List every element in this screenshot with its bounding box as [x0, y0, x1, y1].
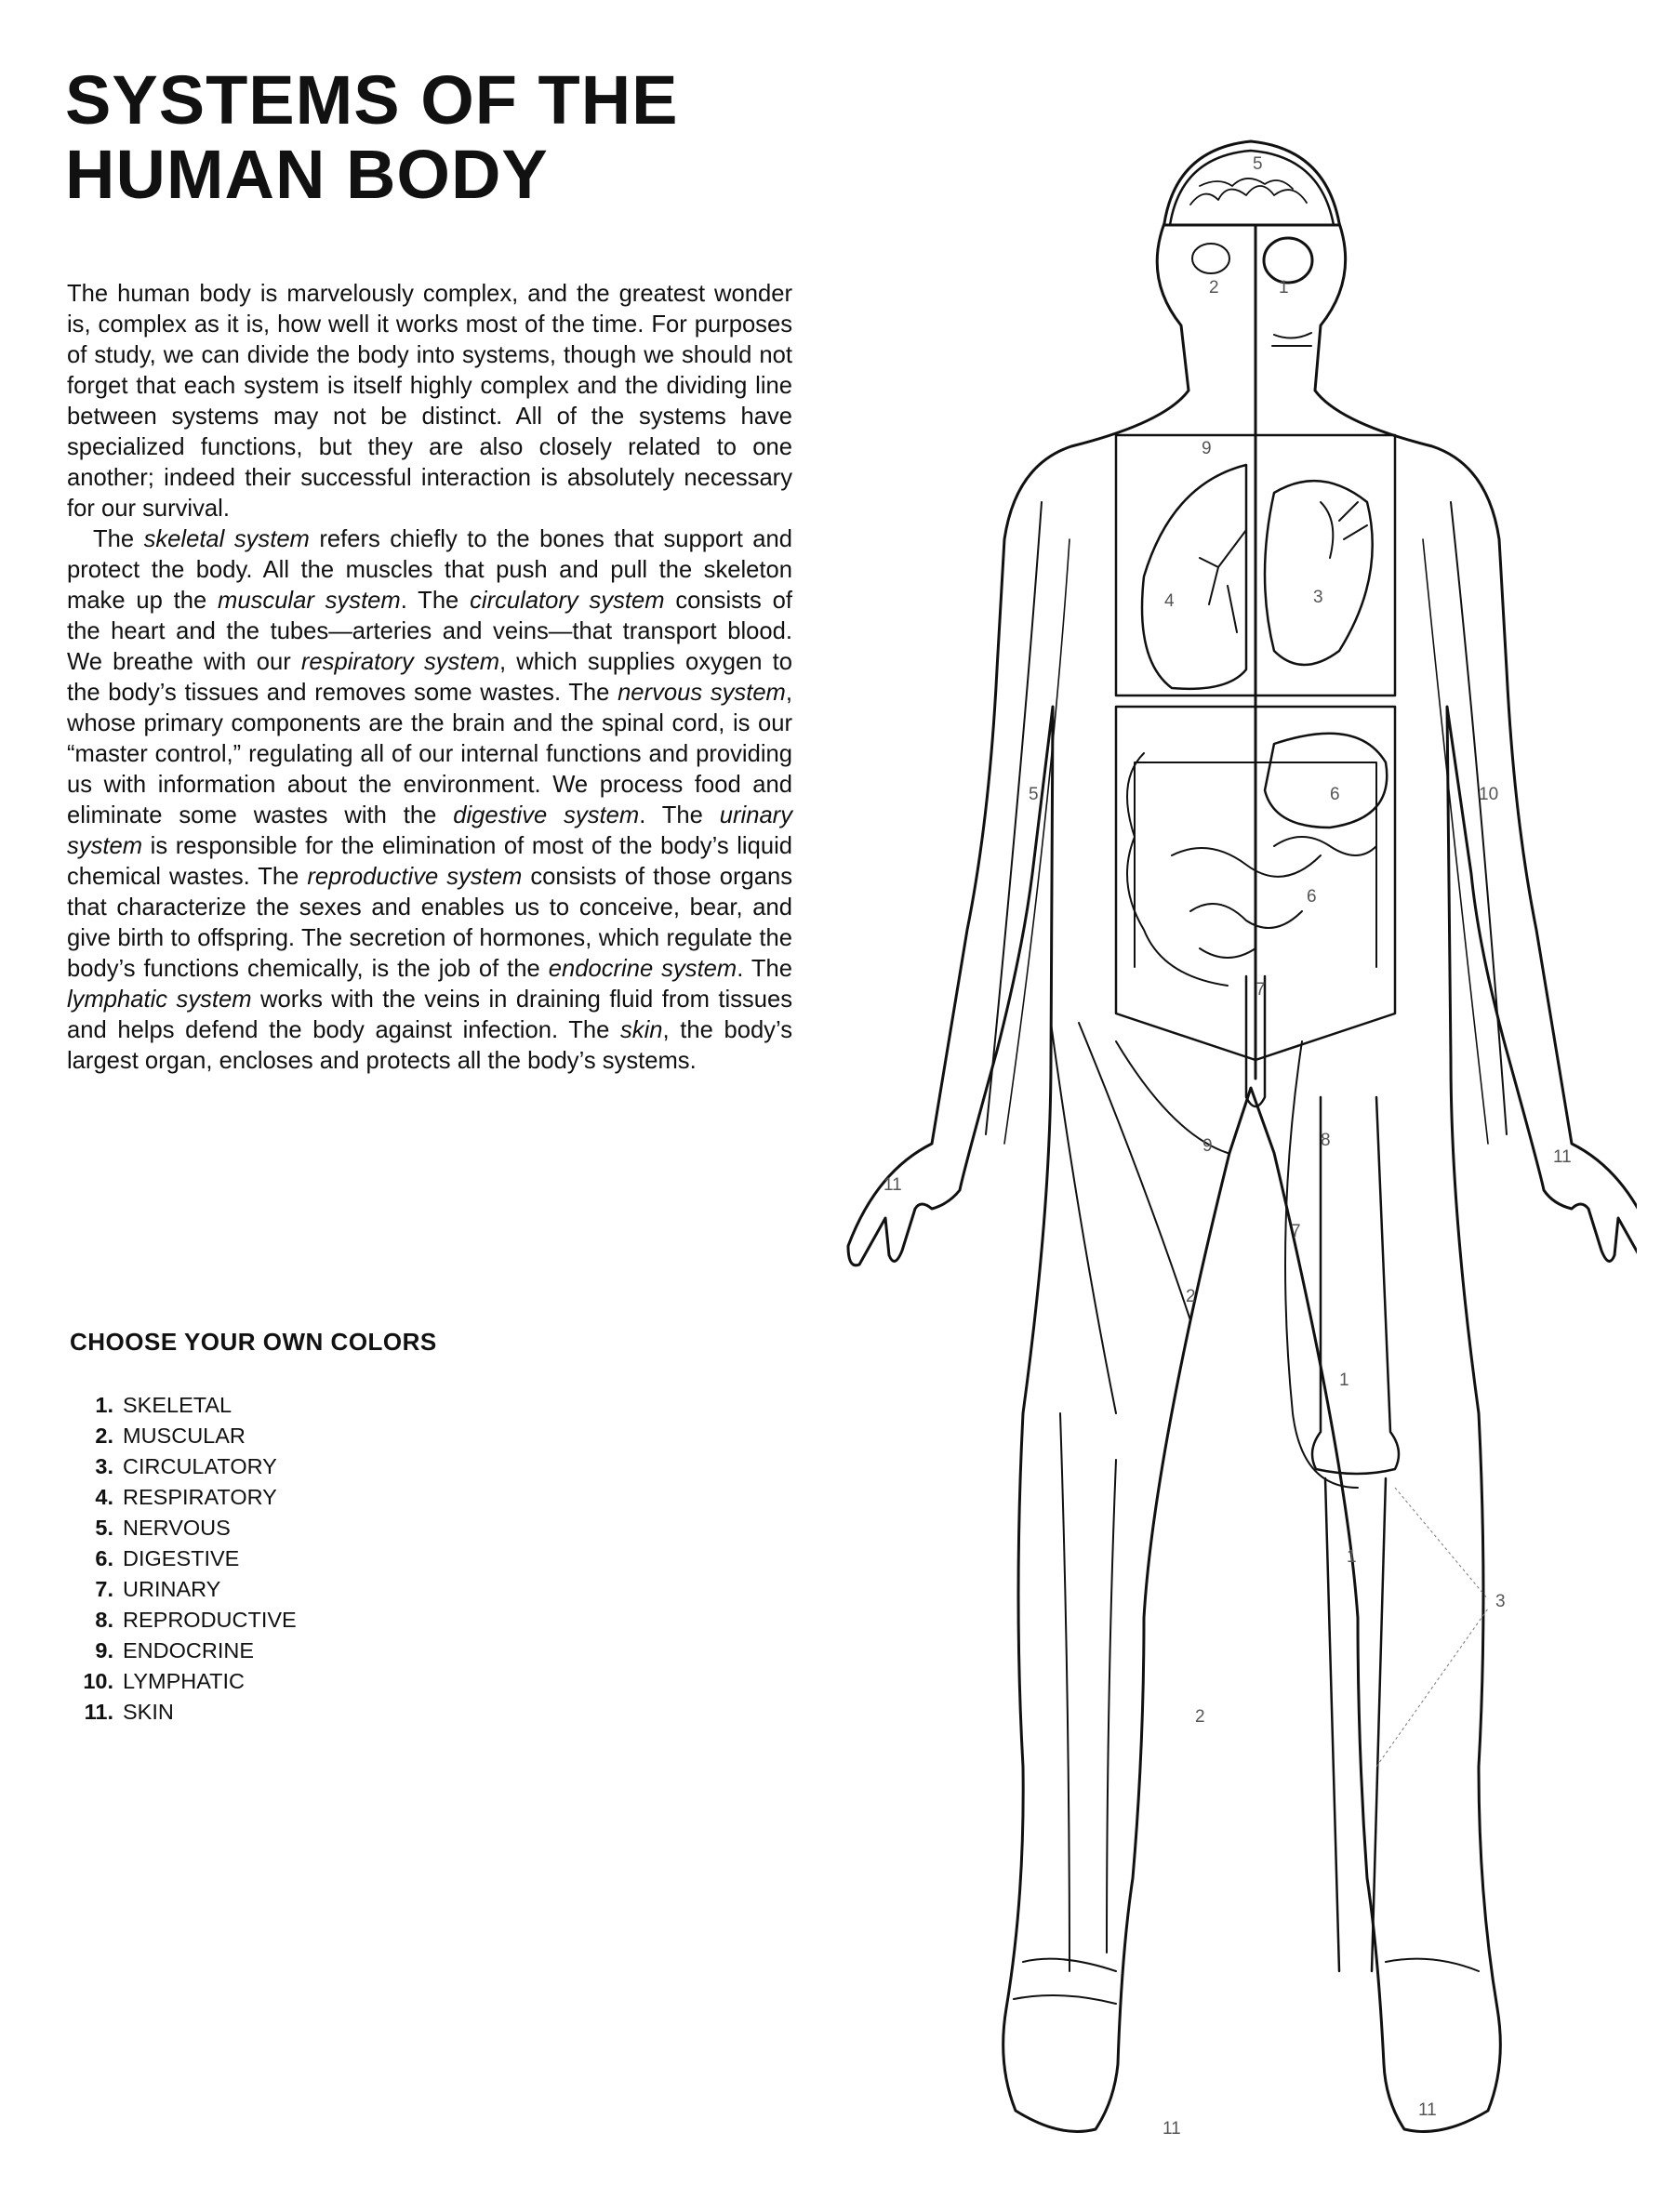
label-skull: 1 [1279, 278, 1289, 298]
label-face-muscle: 2 [1209, 278, 1219, 298]
label-thyroid: 9 [1202, 439, 1212, 458]
legend-item: 1. SKELETAL [95, 1393, 232, 1417]
label-lymph: 10 [1479, 785, 1499, 804]
term-skeletal: skeletal system [143, 526, 310, 552]
legend-item: 3. CIRCULATORY [95, 1454, 277, 1478]
term-reproductive: reproductive system [307, 864, 523, 890]
term-digestive: digestive system [453, 802, 640, 828]
legend-item: 7. URINARY [95, 1577, 221, 1601]
label-urethra: 7 [1291, 1222, 1301, 1241]
human-body-figure [837, 112, 1637, 2194]
label-foot-right: 11 [1418, 2100, 1437, 2120]
title-line-2: HUMAN BODY [65, 136, 549, 213]
label-vessels: 3 [1495, 1592, 1506, 1611]
legend-item: 6. DIGESTIVE [95, 1546, 240, 1570]
label-heart: 3 [1313, 588, 1323, 607]
stomach [1265, 734, 1387, 828]
label-foot-left: 11 [1162, 2119, 1181, 2139]
term-urinary: urinary system [67, 802, 792, 859]
body-outline [848, 141, 1637, 2132]
body-diagram [837, 112, 1637, 2194]
label-gonad: 8 [1321, 1131, 1331, 1150]
page-title [65, 63, 772, 212]
label-femur: 1 [1339, 1371, 1349, 1390]
femur [1312, 1097, 1399, 1474]
title-line-1: SYSTEMS OF THE [65, 61, 679, 139]
label-arm-nerve: 5 [1029, 785, 1039, 804]
label-tibia: 1 [1347, 1547, 1357, 1567]
legend-item: 9. ENDOCRINE [95, 1638, 255, 1662]
label-lung: 4 [1164, 591, 1175, 611]
legend-item: 10. LYMPHATIC [83, 1669, 246, 1693]
label-calf-muscle: 2 [1195, 1707, 1205, 1727]
label-kidney: 7 [1256, 980, 1266, 1000]
term-nervous: nervous system [618, 680, 786, 706]
systems-paragraph: The skeletal system refers chiefly to the bones that support and protect the body. All the muscles that push and pull the skeleton make up the muscular system. The circulatory system consists of the heart and the tubes—arteries and veins—that transport blood. We breathe with our respiratory system, which supplies oxygen to the body’s tissues and removes some wastes. The nervous system, whose primary components are the brain and the spinal cord, is our “master control,” regulating all of our internal functions and providing us with information about the environment. We process food and eliminate some wastes with the digestive system. The urinary system is responsible for the elimination of most of the body’s liquid chemical wastes. The reproductive system consists of those organs that characterize the sexes and enables us to conceive, bear, and give birth to offspring. The secretion of hormones, which regulate the body’s functions chemically, is the job of the endocrine system. The lymphatic system works with the veins in draining fluid from tissues and helps defend the body against infection. The skin, the body’s largest organ, encloses and protects all the body’s systems. [67, 526, 793, 1074]
term-circulatory: circulatory system [470, 588, 665, 614]
color-legend [73, 1390, 297, 1728]
term-muscular: muscular system [218, 588, 401, 614]
legend-item: 2. MUSCULAR [95, 1424, 246, 1448]
label-stomach: 6 [1330, 785, 1340, 804]
label-hand-left: 11 [884, 1175, 902, 1195]
intro-paragraph: The human body is marvelously complex, and the greatest wonder is, complex as it is, how well it works most of the time. For purposes of study, we can divide the body into systems, though we should not forget that each system is itself highly complex and the dividing line between systems may not be distinct. All of the systems have specialized functions, but they are also closely related to one another; indeed their successful interaction is absolutely necessary for our survival. [67, 281, 792, 522]
term-lymphatic: lymphatic system [67, 987, 252, 1013]
lung [1142, 465, 1246, 689]
term-skin: skin [619, 1017, 663, 1043]
legend-item: 8. REPRODUCTIVE [95, 1608, 297, 1632]
description-text [67, 279, 792, 1077]
label-hand-right: 11 [1553, 1147, 1572, 1167]
label-thigh-muscle: 2 [1186, 1287, 1196, 1306]
term-respiratory: respiratory system [300, 649, 500, 675]
label-adrenal: 9 [1202, 1136, 1213, 1156]
label-intestine: 6 [1307, 887, 1317, 907]
term-endocrine: endocrine system [548, 956, 737, 982]
label-brain: 5 [1253, 154, 1263, 174]
heart [1265, 481, 1373, 665]
legend-item: 11. SKIN [84, 1700, 174, 1724]
legend-heading: CHOOSE YOUR OWN COLORS [70, 1328, 437, 1356]
legend-item: 4. RESPIRATORY [95, 1485, 277, 1509]
legend-item: 5. NERVOUS [95, 1516, 231, 1540]
